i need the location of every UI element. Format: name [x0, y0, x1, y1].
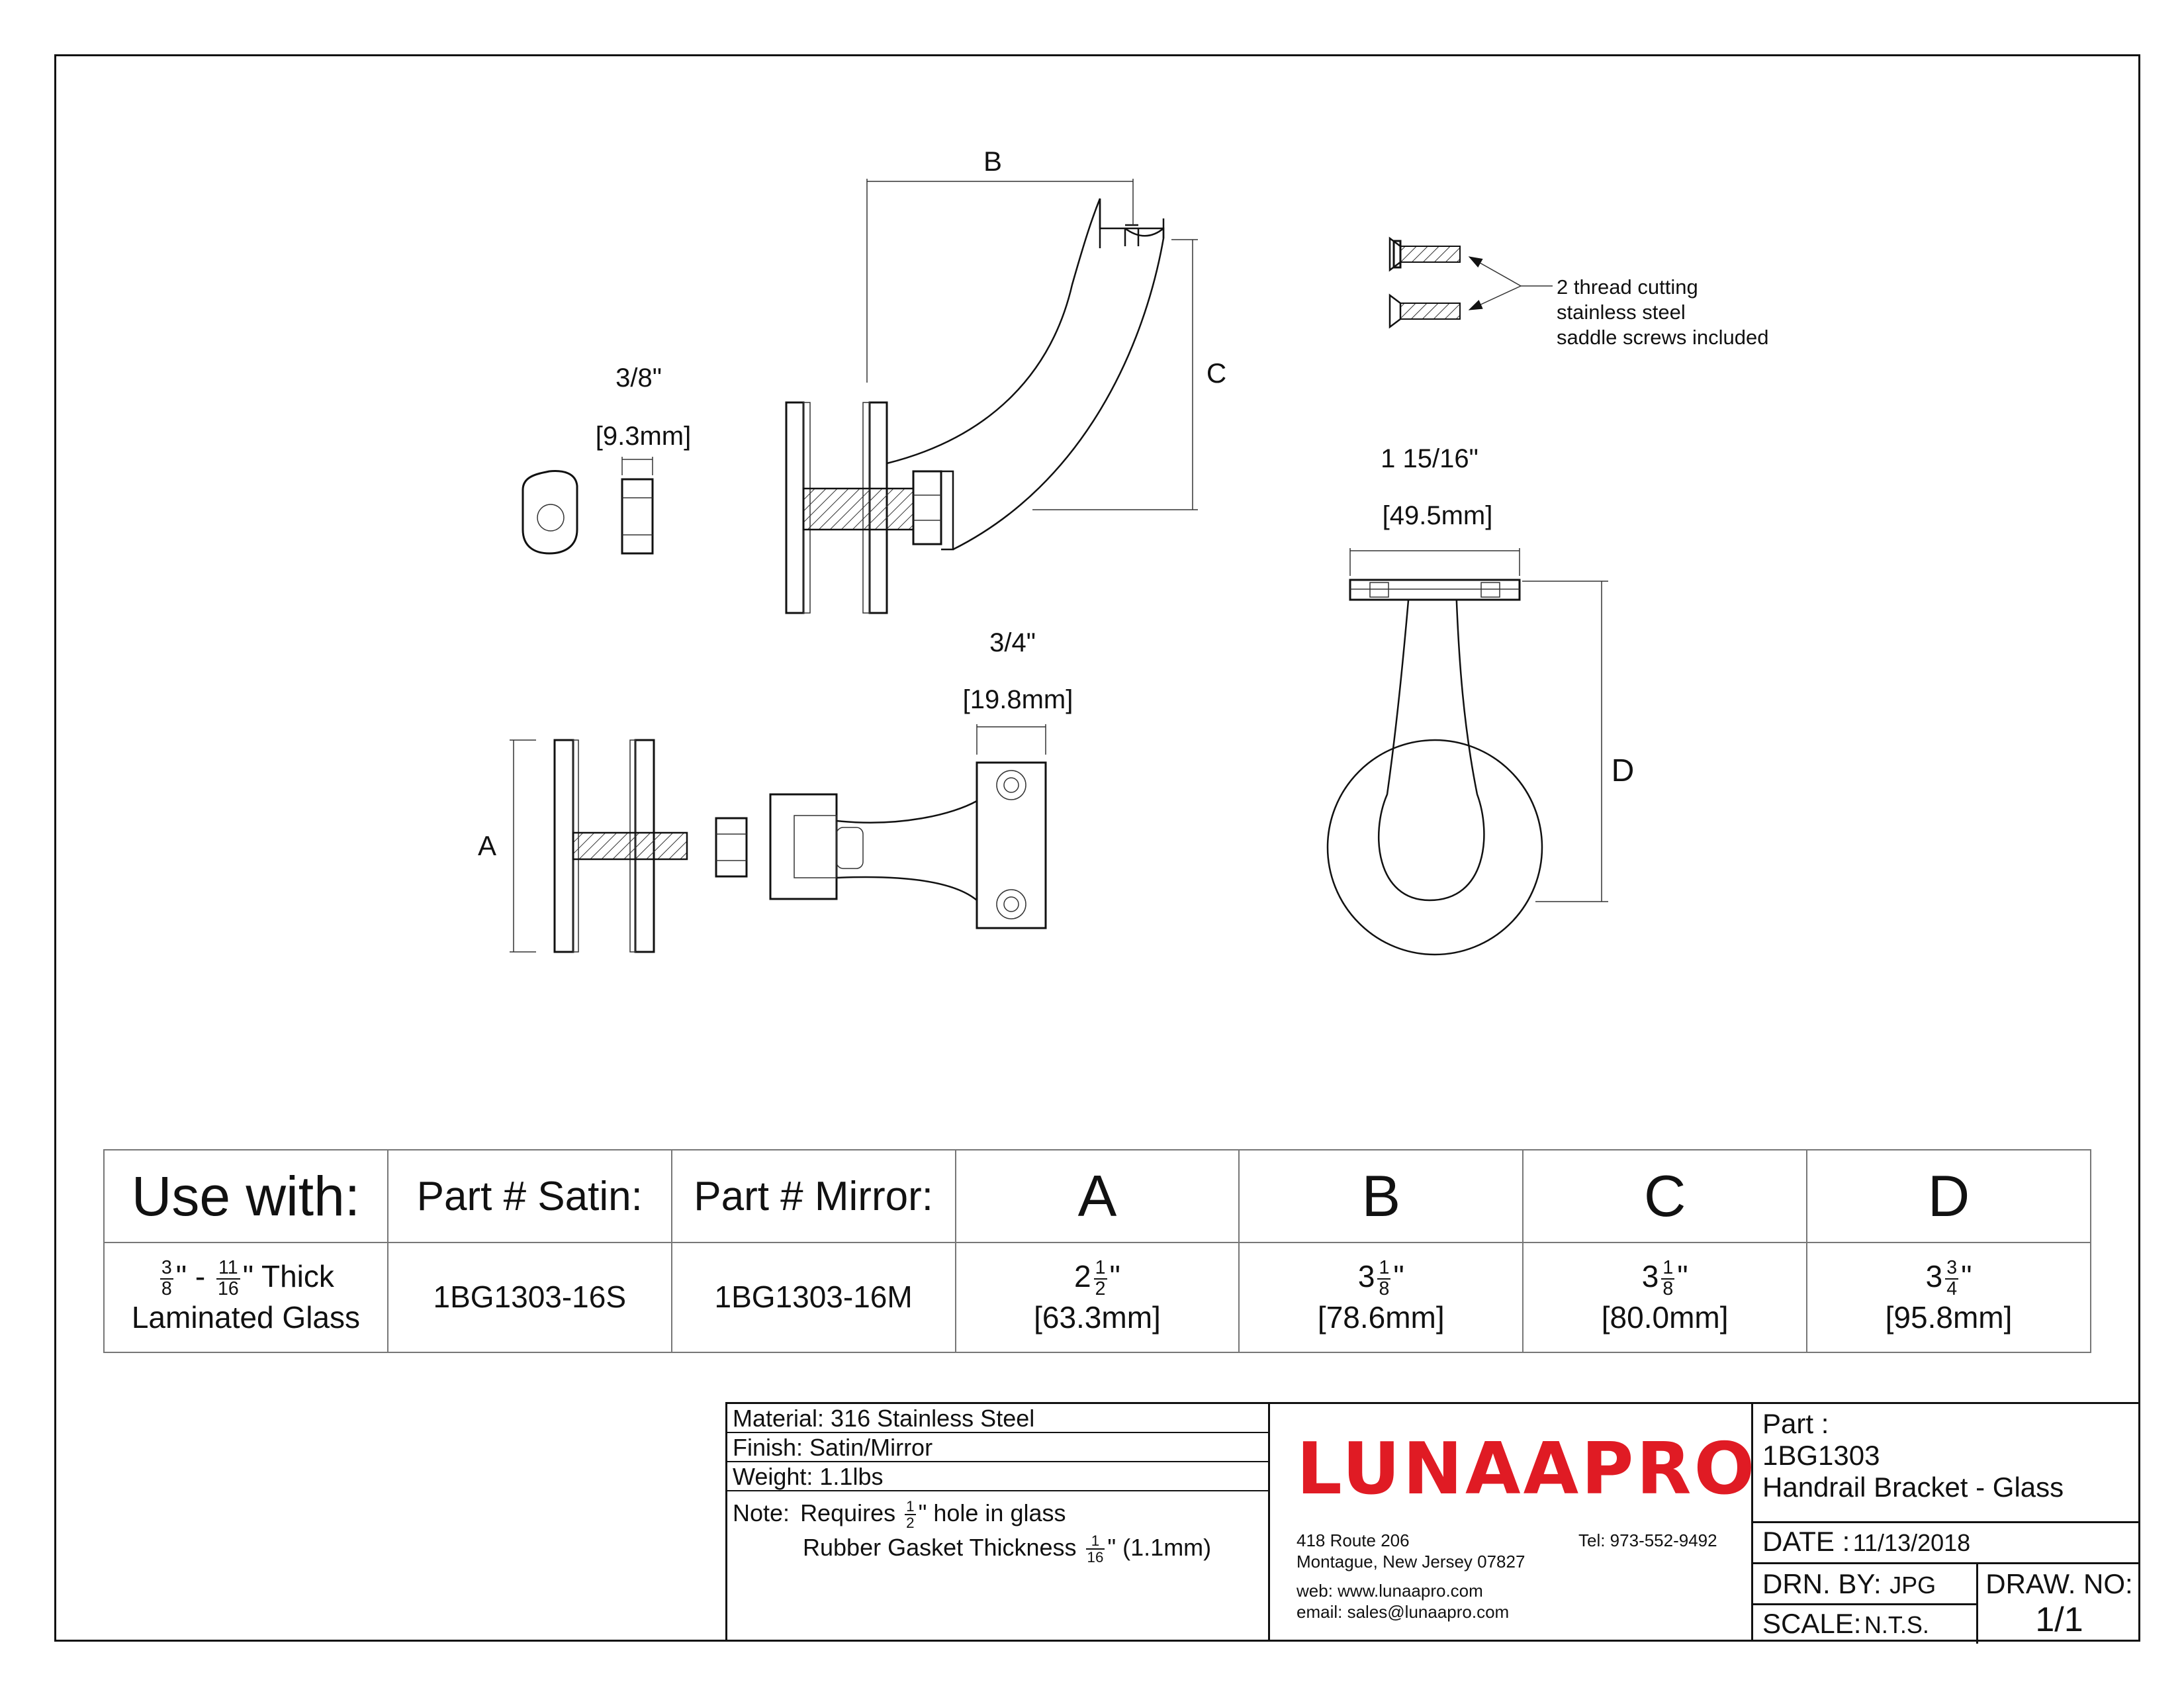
website: web: www.lunaapro.com — [1297, 1581, 1483, 1601]
part-label: Part : — [1762, 1408, 1829, 1439]
part-cell — [1753, 1404, 2140, 1523]
dim-label-a: A — [477, 830, 497, 861]
header-b: B — [1239, 1150, 1523, 1243]
drawing-info — [1753, 1404, 2140, 1642]
dim-1-15-16-mm: [49.5mm] — [1382, 501, 1493, 530]
draw-no-cell — [1978, 1564, 2140, 1644]
drawn-by-cell — [1753, 1564, 1978, 1605]
dim-3-8-mm: [9.3mm] — [595, 422, 692, 451]
cell-dim-b: 3 $\frac{1}{8}$ " [78.6mm] — [1239, 1243, 1523, 1352]
finish-row: Finish: Satin/Mirror — [727, 1433, 1268, 1462]
dim-1-15-16-inch: 1 15/16" — [1381, 444, 1479, 473]
title-block-specs — [727, 1404, 1270, 1642]
clamp-plate-left — [786, 402, 803, 613]
header-d: D — [1807, 1150, 2091, 1243]
screw-note-line2: stainless steel — [1557, 301, 1686, 324]
address-line2: Montague, New Jersey 07827 — [1297, 1552, 1525, 1571]
part-name: Handrail Bracket - Glass — [1762, 1472, 2064, 1503]
saddle-screws — [1390, 238, 1769, 349]
address-line1: 418 Route 206 — [1297, 1530, 1410, 1550]
cell-dim-d: 3 $\frac{3}{4}$ " [95.8mm] — [1807, 1243, 2091, 1352]
date-cell — [1753, 1523, 2140, 1564]
threaded-bolt — [803, 489, 916, 530]
front-view — [1328, 444, 1634, 955]
cell-dim-a: 2 $\frac{1}{2}$ " [63.3mm] — [956, 1243, 1240, 1352]
top-arm — [837, 801, 977, 900]
top-plate-left — [555, 740, 573, 952]
dim-label-d: D — [1611, 753, 1635, 788]
top-nut — [716, 818, 747, 876]
draw-no-label: DRAW. NO: — [1985, 1568, 2133, 1599]
date-value: 11/13/2018 — [1852, 1529, 1971, 1556]
fraction-3-8: $\frac{3}{8}$ — [161, 1257, 172, 1300]
spec-table-header-row — [104, 1150, 2091, 1243]
note-line1: Requires $\frac{1}{2}$ " hole in glass — [800, 1498, 1066, 1532]
scale-label: SCALE: — [1762, 1608, 1862, 1639]
top-view — [478, 628, 1073, 952]
scale-cell — [1753, 1605, 1978, 1644]
header-a: A — [956, 1150, 1240, 1243]
nut — [913, 471, 941, 544]
drawn-by-value: JPG — [1889, 1571, 1936, 1599]
header-part-mirror: Part # Mirror: — [672, 1150, 956, 1243]
telephone: Tel: 973-552-9492 — [1578, 1530, 1717, 1550]
lunaapro-logo: LUNAAPRO — [1297, 1428, 1758, 1511]
email: email: sales@lunaapro.com — [1297, 1602, 1510, 1622]
dim-3-4-inch: 3/4" — [989, 628, 1036, 657]
note-label: Note: — [733, 1499, 790, 1526]
weight-row: Weight: 1.1lbs — [727, 1462, 1268, 1491]
scale-value: N.T.S. — [1864, 1611, 1929, 1638]
company-info — [1270, 1404, 1758, 1642]
saddle-plate — [977, 763, 1046, 928]
dim-3-4-mm: [19.8mm] — [962, 685, 1073, 714]
spec-table — [103, 1149, 2091, 1353]
dim-3-8-inch: 3/8" — [615, 363, 662, 393]
cell-dim-c: 3 $\frac{1}{8}$ " [80.0mm] — [1523, 1243, 1807, 1352]
cell-use-with: $\frac{3}{8}$ " - $\frac{11}{16}$ " Thick Laminated Glass — [104, 1243, 388, 1352]
side-view — [786, 146, 1226, 613]
screw-note-line1: 2 thread cutting — [1557, 275, 1698, 299]
cell-part-satin: 1BG1303-16S — [388, 1243, 672, 1352]
part-number: 1BG1303 — [1762, 1440, 1880, 1471]
washer-side — [622, 479, 653, 553]
contact-block — [1297, 1580, 1509, 1622]
cell-part-mirror: 1BG1303-16M — [672, 1243, 956, 1352]
date-label: DATE : — [1762, 1526, 1850, 1557]
dim-label-c: C — [1206, 357, 1227, 389]
draw-no-value: 1/1 — [2035, 1601, 2083, 1639]
drawn-by-label: DRN. BY: — [1762, 1568, 1882, 1599]
fraction-11-16: $\frac{11}{16}$ — [218, 1257, 239, 1300]
bracket-base — [770, 794, 837, 899]
washer-front — [523, 471, 577, 553]
note-section — [727, 1491, 1268, 1571]
address-block — [1297, 1530, 1525, 1572]
front-arm — [1379, 585, 1484, 900]
note-line2: Rubber Gasket Thickness $\frac{1}{16}$ " (1.1mm) — [803, 1532, 1212, 1566]
top-bolt — [573, 833, 687, 859]
spec-table-row — [104, 1243, 2091, 1352]
header-part-satin: Part # Satin: — [388, 1150, 672, 1243]
header-c: C — [1523, 1150, 1807, 1243]
title-block — [725, 1402, 2140, 1642]
material-row: Material: 316 Stainless Steel — [727, 1404, 1268, 1433]
laminated-glass-text: Laminated Glass — [131, 1300, 361, 1335]
rosette-circle — [1328, 740, 1542, 955]
washer-gasket-views — [523, 363, 691, 553]
header-use-with: Use with: — [104, 1150, 388, 1243]
dim-label-b: B — [983, 146, 1003, 177]
screw-note-line3: saddle screws included — [1557, 326, 1769, 349]
